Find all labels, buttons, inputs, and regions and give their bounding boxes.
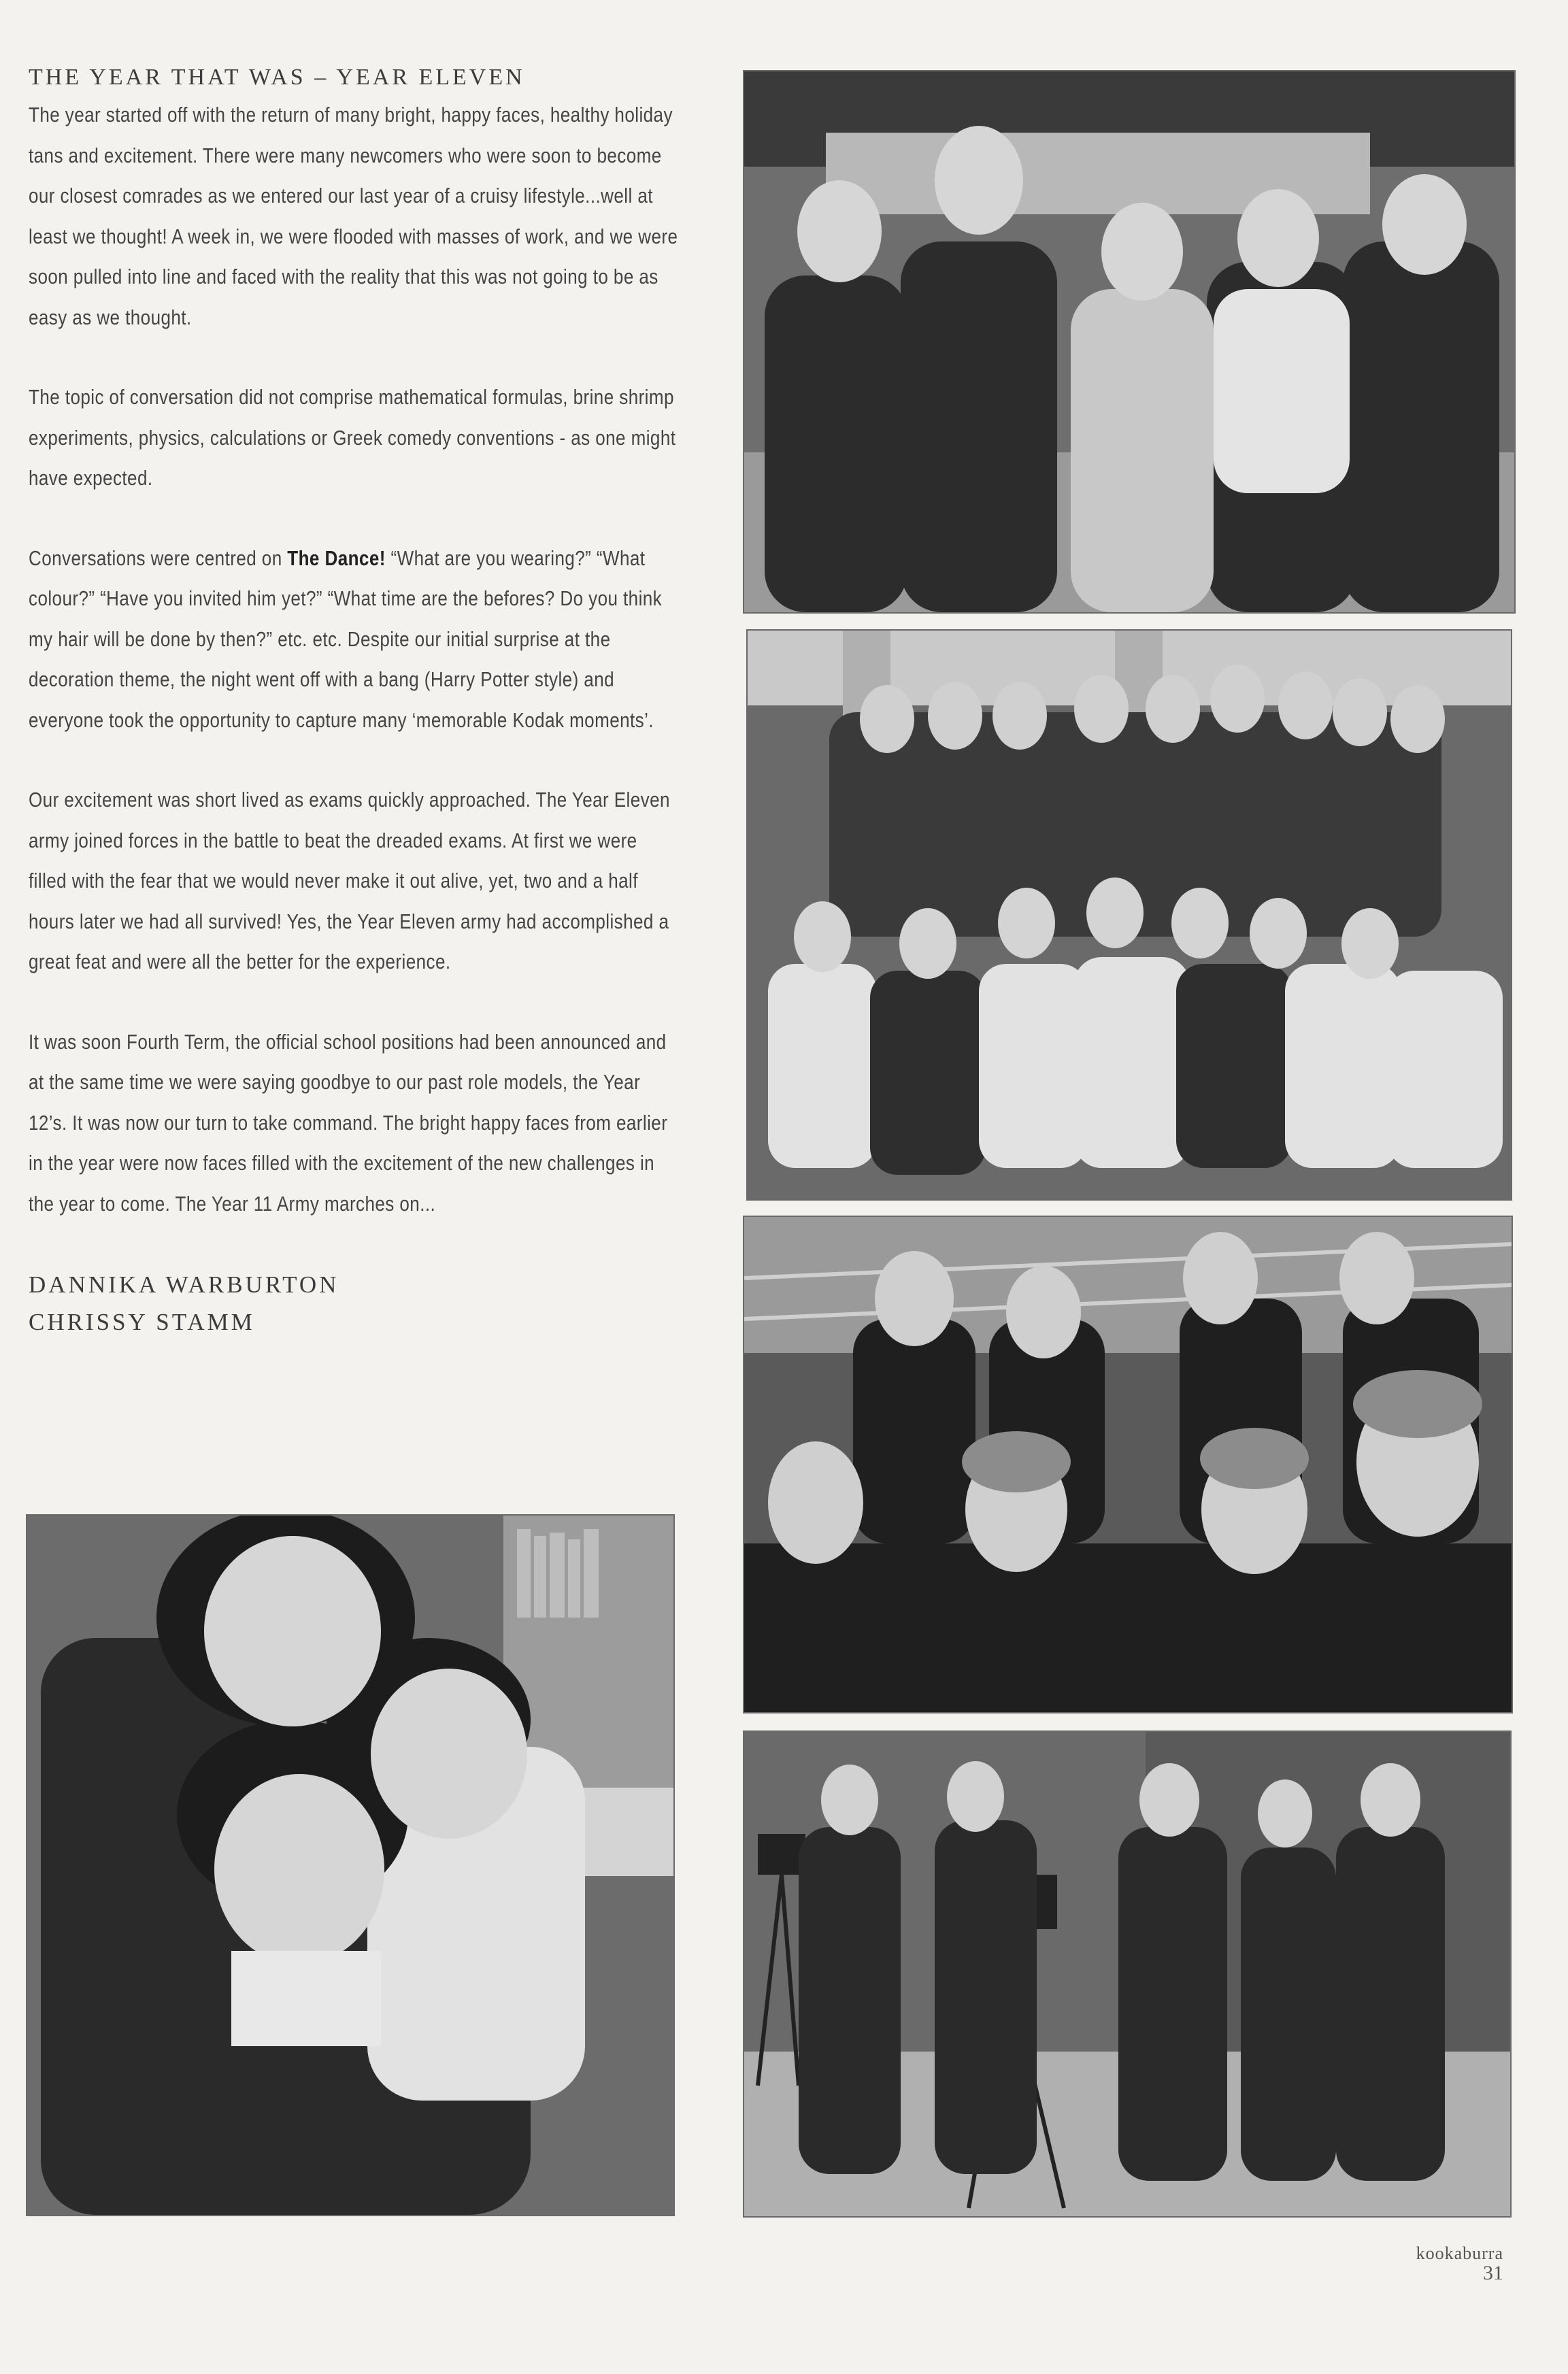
photo-students-with-cameras (743, 1731, 1512, 2218)
photo-group-indoors (746, 629, 1512, 1201)
article-paragraph: Our excitement was short lived as exams quickly approached. The Year Eleven army joined forces in the battle to beat the dreaded exams. At first we were filled with the fear that we would never make it out alive, yet, two and a half hours later we had all survived! Yes, the Year Eleven army had accomplished a great feat and were all the better for the experience. (29, 788, 670, 973)
article-paragraph: It was soon Fourth Term, the official school positions had been announced and at the same time we were saying goodbye to our past role models, the Year 12’s. It was now our turn to take command. The bright happy faces from earlier in the year were now faces filled with the excitement of the new challenges in the year to come. The Year 11 Army marches on... (29, 1029, 668, 1216)
author-name: CHRISSY STAMM (29, 1309, 255, 1335)
article (29, 65, 682, 1341)
photo-three-friends-closeup (26, 1514, 675, 2216)
photo-five-friends-outdoors (743, 70, 1516, 614)
article-paragraph: The topic of conversation did not comprise mathematical formulas, brine shrimp experiments, physics, calculations or Greek comedy conventions - as one might have expected. (29, 385, 676, 490)
article-title: THE YEAR THAT WAS – YEAR ELEVEN (29, 65, 525, 90)
article-paragraph: The year started off with the return of many bright, happy faces, healthy holiday tans and excitement. There were many newcomers who were soon to become our closest comrades as we entered our last year of a cruisy lifestyle...well at least we thought! A week in, we were flooded with masses of work, and we were soon pulled into line and faced with the reality that this was not going to be as easy as we thought. (29, 103, 678, 329)
paragraph-text: Conversations were centred on (29, 546, 288, 570)
author-name: DANNIKA WARBURTON (29, 1271, 339, 1298)
dance-highlight: The Dance! (287, 546, 386, 570)
photo-swimmers-in-caps (743, 1216, 1513, 1713)
page-footer (1416, 2243, 1503, 2283)
page-number: 31 (1483, 2262, 1503, 2284)
magazine-name: kookaburra (1416, 2243, 1503, 2263)
author-credits (29, 1266, 682, 1341)
paragraph-text: “What are you wearing?” “What colour?” “Have you invited him yet?” “What time are the befores? Do you think my hair will be done by then?” etc. etc. Despite our initial surprise at the decoration theme, the night went off with a bang (Harry Potter style) and everyone took the opportunity to capture many ‘memorable Kodak moments’. (29, 546, 663, 732)
article-paragraph (29, 538, 680, 741)
